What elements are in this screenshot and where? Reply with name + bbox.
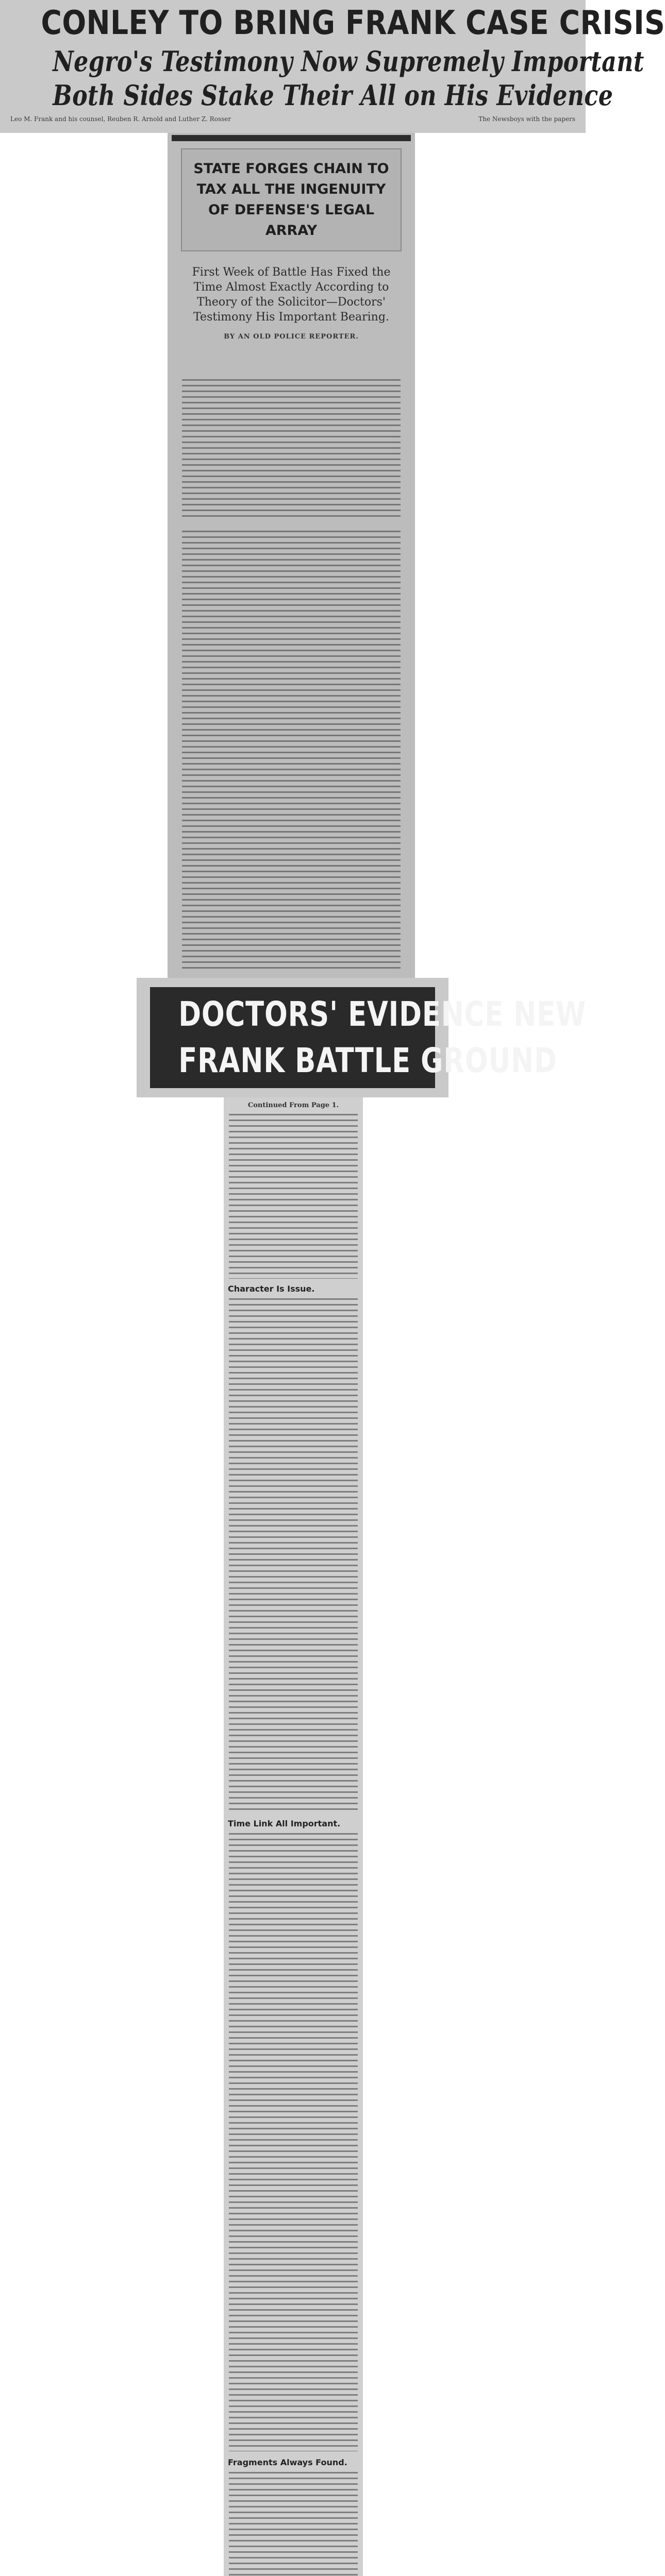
caption-left: Leo M. Frank and his counsel, Reuben R. Arnold and Luther Z. Rosser	[10, 115, 231, 123]
headline-third: Both Sides Stake Their All on His Evidence	[53, 79, 613, 112]
banner-line-1: DOCTORS' EVIDENCE NEW	[178, 994, 587, 1034]
text-block	[229, 1114, 358, 1279]
text-block	[229, 1833, 358, 2451]
article-box-state	[168, 133, 415, 524]
headline-second: Negro's Testimony Now Supremely Important	[53, 45, 644, 78]
masthead	[0, 0, 665, 133]
caption-right: The Newsboys with the papers	[478, 115, 575, 123]
continued-from-label: Continued From Page 1.	[247, 1101, 339, 1109]
subhead-fragments: Fragments Always Found.	[228, 2458, 347, 2467]
article-text-block	[182, 379, 401, 518]
article-text-block	[182, 531, 401, 972]
text-block	[229, 1298, 358, 1814]
article-box-continuation	[168, 524, 415, 978]
top-rule	[172, 135, 411, 141]
banner-line-2: FRANK BATTLE GROUND	[178, 1041, 557, 1080]
subhead-character: Character Is Issue.	[228, 1284, 315, 1294]
headline-main: CONLEY TO BRING FRANK CASE CRISIS	[41, 4, 665, 42]
subdeck: First Week of Battle Has Fixed the Time Almost Exactly According to Theory of the Solicitor—Doctors' Testimony His Important Bearing.	[192, 266, 391, 324]
second-headline-box	[137, 978, 587, 1097]
text-block	[229, 2472, 358, 2576]
caption-row	[0, 112, 586, 123]
banner-state-forges: STATE FORGES CHAIN TO TAX ALL THE INGENUITY OF DEFENSE'S LEGAL ARRAY	[181, 148, 402, 251]
banner-doctors-evidence	[150, 987, 587, 1088]
byline: BY AN OLD POLICE REPORTER.	[224, 333, 359, 341]
continuation-column	[224, 1097, 363, 2576]
subhead-time-link: Time Link All Important.	[228, 1819, 341, 1828]
